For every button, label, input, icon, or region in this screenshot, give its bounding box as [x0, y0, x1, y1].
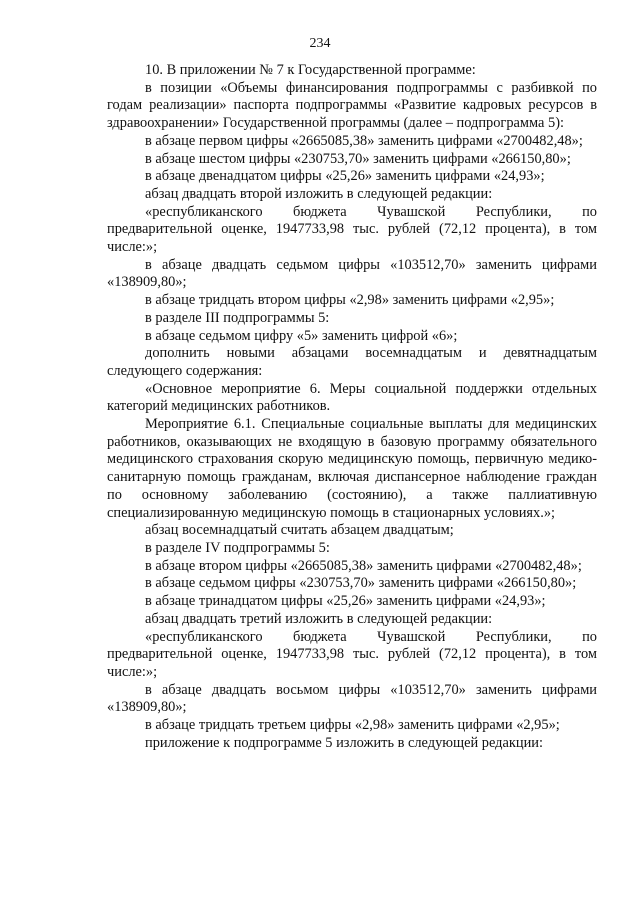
paragraph: абзац восемнадцатый считать абзацем двадцатым; — [145, 522, 454, 539]
paragraph: в абзаце шестом цифры «230753,70» заменить цифрами «266150,80»; — [145, 150, 571, 167]
paragraph-quote: Мероприятие 6.1. Специальные социальные выплаты для медицинских работников, оказывающих не входящую в базовую программу обязательного медицинского страхования скорую медицинскую помощь, первичную медико-санитарную помощь гражданам, включая диспансерное наблюдение граждан по основному заболеванию (состоянию), а также паллиативную специализированную медицинскую помощь в стационарных условиях.»; — [107, 416, 597, 521]
paragraph: в абзаце первом цифры «2665085,38» заменить цифрами «2700482,48»; — [145, 132, 583, 149]
paragraph: в абзаце двадцать восьмом цифры «103512,70» заменить цифрами «138909,80»; — [107, 681, 597, 716]
paragraph: дополнить новыми абзацами восемнадцатым и девятнадцатым следующего содержания: — [107, 345, 597, 379]
page-number: 234 — [309, 36, 331, 51]
paragraph: в абзаце тридцать втором цифры «2,98» заменить цифрами «2,95»; — [145, 292, 555, 309]
paragraph-section-heading: в разделе III подпрограммы 5: — [145, 309, 330, 326]
paragraph-section-heading: в разделе IV подпрограммы 5: — [145, 539, 330, 556]
paragraph: в абзаце тридцать третьем цифры «2,98» заменить цифрами «2,95»; — [145, 717, 560, 734]
paragraph: приложение к подпрограмме 5 изложить в следующей редакции: — [145, 734, 543, 751]
paragraph: в абзаце двадцать седьмом цифры «103512,70» заменить цифрами «138909,80»; — [107, 256, 597, 291]
paragraph-quote: «Основное мероприятие 6. Меры социальной поддержки отдельных категорий медицинских работников. — [107, 380, 597, 415]
paragraph: абзац двадцать второй изложить в следующей редакции: — [145, 185, 493, 202]
paragraph: в абзаце тринадцатом цифры «25,26» заменить цифрами «24,93»; — [145, 593, 546, 610]
paragraph: в абзаце двенадцатом цифры «25,26» заменить цифрами «24,93»; — [145, 168, 545, 185]
paragraph-quote: «республиканского бюджета Чувашской Республики, по предварительной оценке, 1947733,98 тыс. рублей (72,12 процента), в том числе:»; — [107, 203, 597, 256]
paragraph: абзац двадцать третий изложить в следующей редакции: — [145, 610, 493, 627]
paragraph: в абзаце седьмом цифру «5» заменить цифрой «6»; — [145, 327, 458, 344]
paragraph-quote: «республиканского бюджета Чувашской Республики, по предварительной оценке, 1947733,98 тыс. рублей (72,12 процента), в том числе:»; — [107, 628, 597, 680]
paragraph-financing-position: в позиции «Объемы финансирования подпрограммы с разбивкой по годам реализации» паспорта подпрограммы «Развитие кадровых ресурсов в здравоохранении» Государственной программы (далее – подпрограмма 5): — [107, 79, 597, 132]
paragraph: в абзаце седьмом цифры «230753,70» заменить цифрами «266150,80»; — [145, 575, 577, 592]
paragraph-item-10-heading: 10. В приложении № 7 к Государственной программе: — [145, 62, 476, 78]
document-body — [107, 62, 597, 752]
paragraph: в абзаце втором цифры «2665085,38» заменить цифрами «2700482,48»; — [145, 557, 582, 574]
